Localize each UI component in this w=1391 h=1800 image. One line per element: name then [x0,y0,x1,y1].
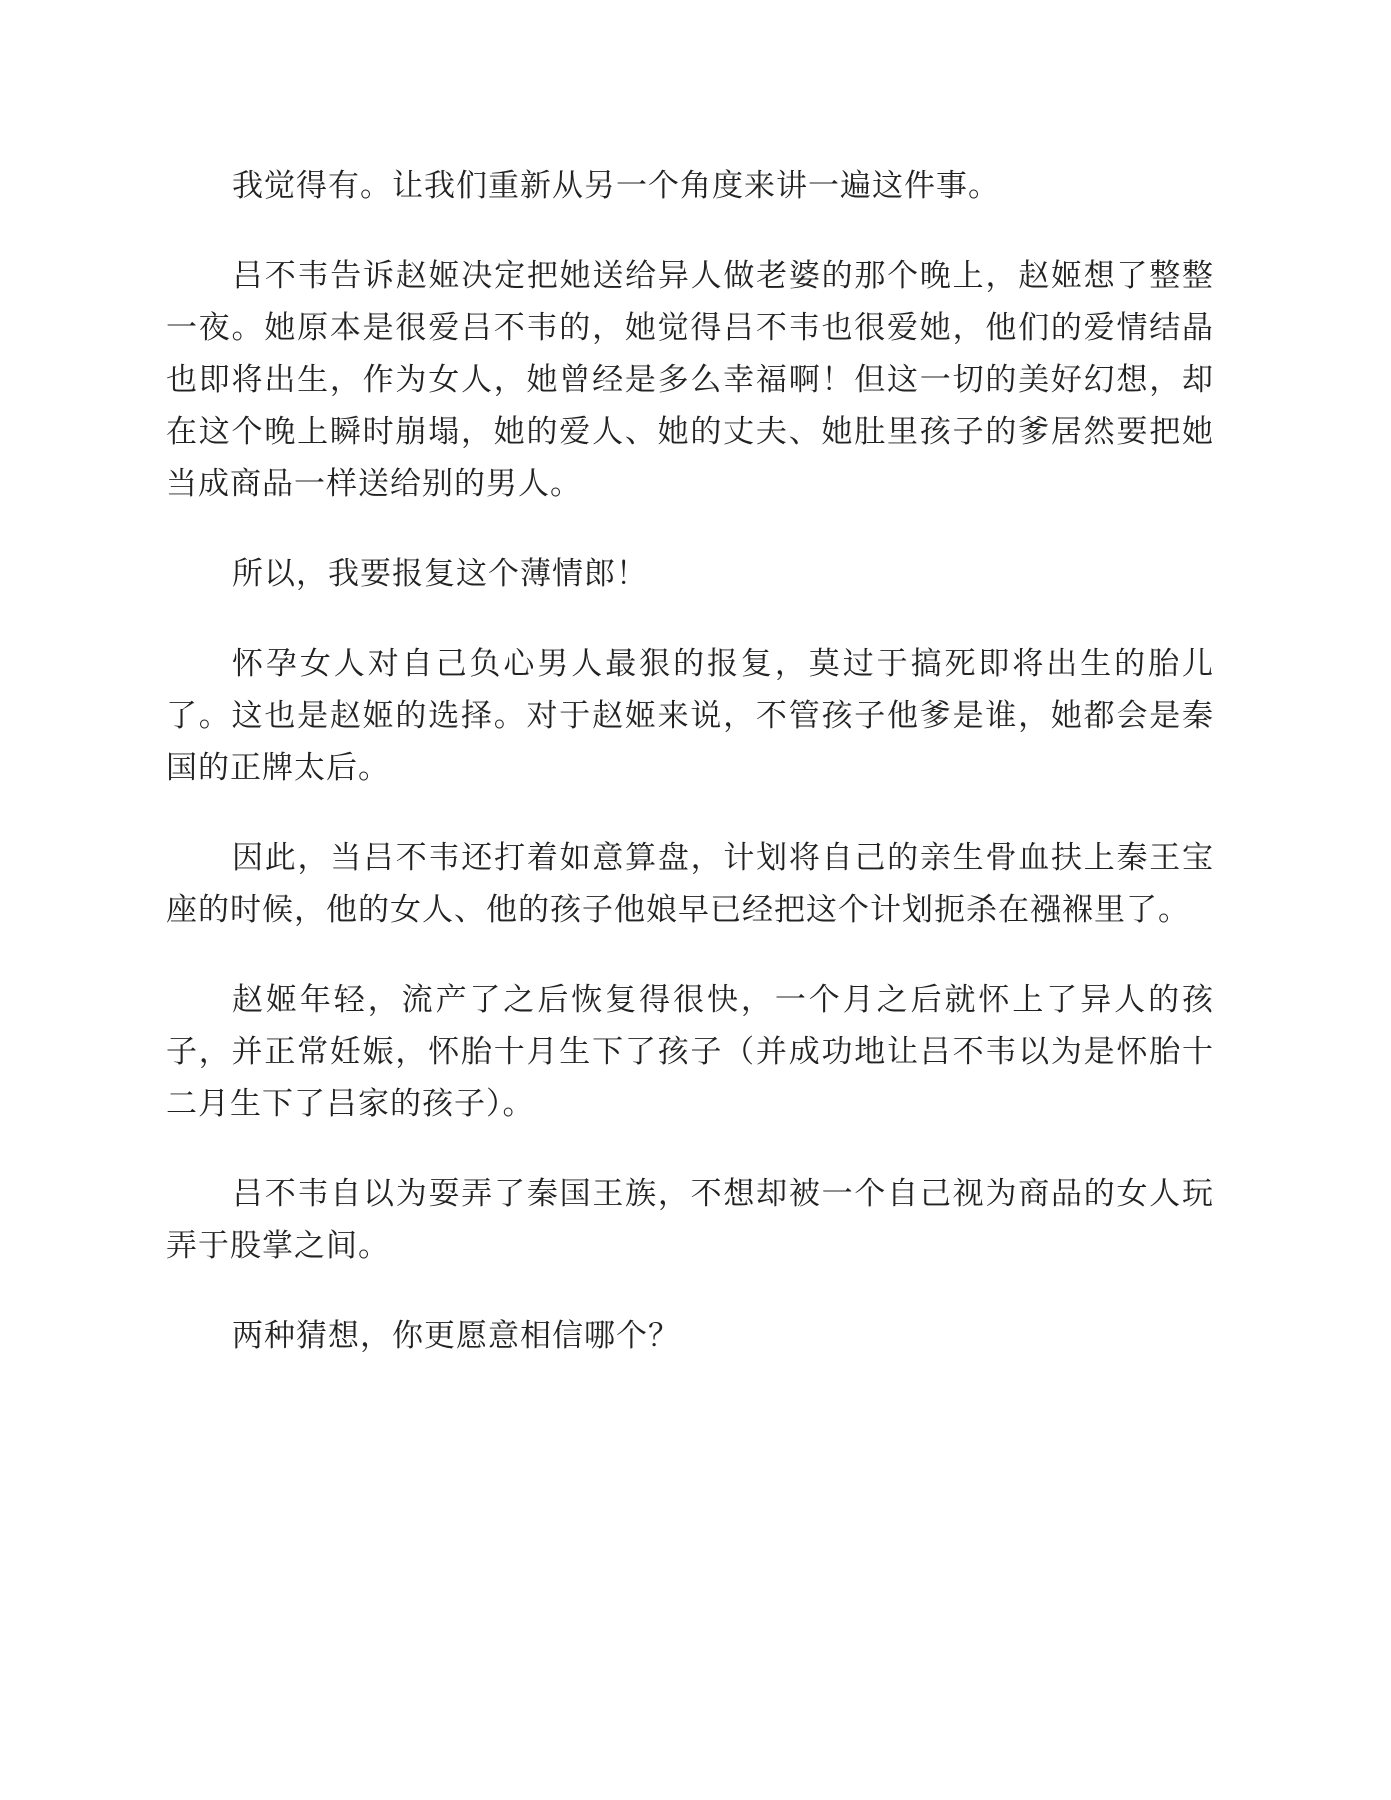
paragraph: 所以，我要报复这个薄情郎！ [232,556,648,592]
document-body [166,160,1214,1400]
paragraph: 两种猜想，你更愿意相信哪个？ [232,1318,680,1354]
paragraph: 我觉得有。让我们重新从另一个角度来讲一遍这件事。 [232,168,1000,204]
paragraph: 赵姬年轻，流产了之后恢复得很快，一个月之后就怀上了异人的孩子，并正常妊娠，怀胎十月生下了孩子（并成功地让吕不韦以为是怀胎十二月生下了吕家的孩子）。 [166,982,1214,1122]
paragraph: 因此，当吕不韦还打着如意算盘，计划将自己的亲生骨血扶上秦王宝座的时候，他的女人、他的孩子他娘早已经把这个计划扼杀在襁褓里了。 [166,840,1214,928]
paragraph: 吕不韦自以为耍弄了秦国王族，不想却被一个自己视为商品的女人玩弄于股掌之间。 [166,1176,1214,1264]
paragraph: 吕不韦告诉赵姬决定把她送给异人做老婆的那个晚上，赵姬想了整整一夜。她原本是很爱吕不韦的，她觉得吕不韦也很爱她，他们的爱情结晶也即将出生，作为女人，她曾经是多么幸福啊！但这一切的美好幻想，却在这个晚上瞬时崩塌，她的爱人、她的丈夫、她肚里孩子的爹居然要把她当成商品一样送给别的男人。 [166,258,1214,502]
paragraph: 怀孕女人对自己负心男人最狠的报复，莫过于搞死即将出生的胎儿了。这也是赵姬的选择。对于赵姬来说，不管孩子他爹是谁，她都会是秦国的正牌太后。 [166,646,1214,786]
